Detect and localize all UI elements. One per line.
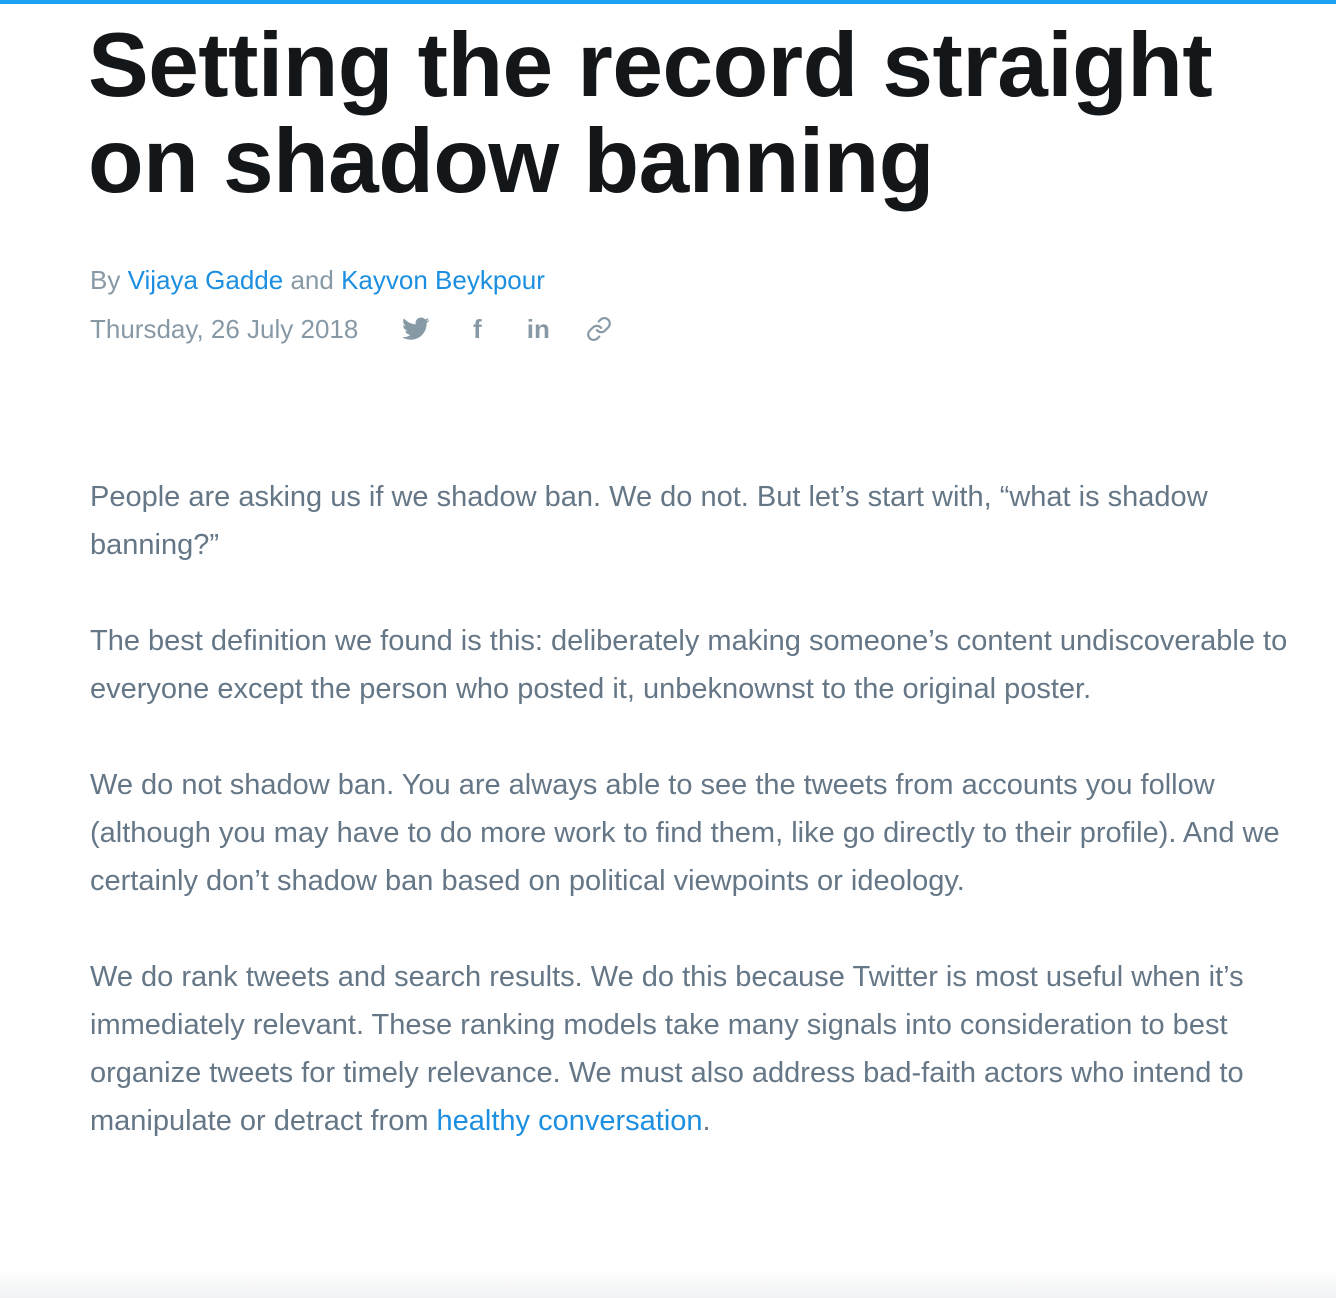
article-title: Setting the record straight on shadow banning [88,15,1213,212]
share-facebook-button[interactable]: f [473,314,482,344]
publish-date: Thursday, 26 July 2018 [90,314,359,344]
paragraph-text: We do rank tweets and search results. We do this because Twitter is most useful when it’s immediately relevant. These ranking models take many signals into consideration to best organize tweets for timely relevance. We must also address bad-faith actors who intend to manipulate or detract from [90,961,1244,1137]
share-twitter-button[interactable] [398,311,434,347]
paragraph-end: . [702,1105,711,1137]
bottom-fade [0,1268,1336,1298]
paragraph: We do not shadow ban. You are always able to see the tweets from accounts you follow (although you may have to do more work to find them, like go directly to their profile). And we certainly don’t shadow ban based on political viewpoints or ideology. [90,769,1280,897]
byline-prefix: By [90,265,121,295]
healthy-conversation-link[interactable]: healthy conversation [436,1105,703,1137]
top-accent-bar [0,0,1336,4]
byline-conjunction: and [290,265,334,295]
copy-link-button[interactable] [581,311,617,347]
share-buttons [398,311,642,347]
article-body [90,473,1290,1193]
paragraph [90,953,1290,1145]
twitter-bird-icon [402,317,430,341]
paragraph: People are asking us if we shadow ban. We do not. But let’s start with, “what is shadow banning?” [90,481,1208,561]
link-icon [586,316,612,342]
byline [90,263,545,297]
date-share-row [90,311,642,347]
paragraph: The best definition we found is this: deliberately making someone’s content undiscoverable to everyone except the person who posted it, unbeknownst to the original poster. [90,625,1288,705]
author-link-vijaya-gadde[interactable]: Vijaya Gadde [127,265,284,295]
share-linkedin-button[interactable]: in [526,314,550,344]
author-link-kayvon-beykpour[interactable]: Kayvon Beykpour [341,265,545,295]
